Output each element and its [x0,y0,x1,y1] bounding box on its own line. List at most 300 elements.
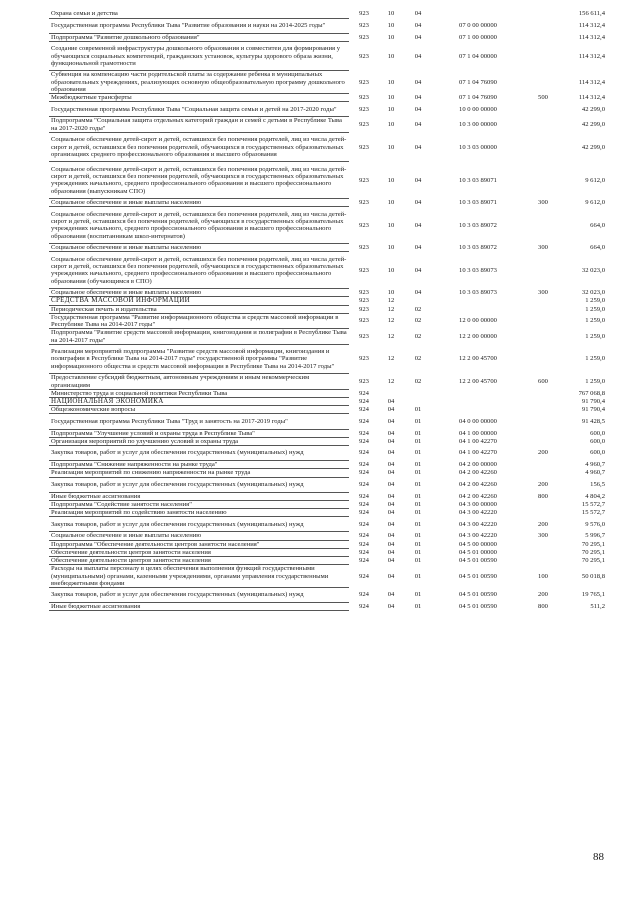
row-amount: 42 299,0 [581,121,605,129]
row-expense-type-code [523,33,563,41]
row-section-code: 04 [387,532,395,540]
row-subsection-code: 01 [414,437,422,445]
row-section-code: 04 [387,449,395,457]
row-amount: 70 295,1 [581,557,605,565]
row-target-article-code: 04 5 00 00000 [459,540,497,548]
row-target-article-code: 10 3 03 89073 [459,289,497,297]
row-grbs-code: 924 [359,397,369,405]
row-name: Обеспечение деятельности центров занятости населения [49,557,349,565]
table-row [49,540,607,548]
row-name: Социальное обеспечение детей-сирот и детей, оставшихся без попечения родителей, лиц из числа детей-сирот и детей, оставшихся без попечения родителей, обучающихся в государственных образовательных учреждениях начального, среднего профессионального образования и высшего профессионального образования (выпускникам СПО) [49,162,349,199]
row-target-article-code: 07 1 04 00000 [459,52,497,60]
row-amount: 70 295,1 [581,548,605,556]
row-amount: 664,0 [590,221,605,229]
row-grbs-code: 923 [359,105,369,113]
row-grbs-code: 924 [359,480,369,488]
row-subsection-code [403,397,433,405]
row-target-article-code: 04 5 01 00590 [459,603,497,611]
row-expense-type-code [523,397,563,405]
row-amount: 1 259,0 [585,355,605,363]
row-amount: 1 259,0 [585,305,605,313]
row-grbs-code: 924 [359,572,369,580]
row-grbs-code: 923 [359,266,369,274]
table-row [49,102,607,117]
row-expense-type-code: 300 [538,244,548,252]
row-section-code: 04 [387,591,395,599]
row-section-code: 10 [387,143,395,151]
row-amount: 4 804,2 [585,492,605,500]
row-amount: 600,0 [590,429,605,437]
row-amount: 91 790,4 [581,406,605,414]
row-name: Реализация мероприятий подпрограммы "Развитие средств массовой информации, книгоиздания и полиграфии в Республике Тыва на 2014-2017 годы" государственной программы "Развитие информационного общества и средств массовой информации в Республике Тыва на 2014-2017 годы" [49,344,349,374]
row-amount: 1 259,0 [585,297,605,305]
row-subsection-code: 02 [414,332,422,340]
row-amount: 664,0 [590,244,605,252]
row-grbs-code: 923 [359,317,369,325]
row-expense-type-code [523,540,563,548]
row-target-article-code [433,397,523,405]
row-expense-type-code: 800 [538,603,548,611]
row-expense-type-code: 200 [538,520,548,528]
row-amount: 156 611,4 [578,10,605,18]
row-grbs-code: 924 [359,603,369,611]
row-expense-type-code [523,297,563,305]
row-name: Государственная программа "Развитие информационного общества и средств массовой информации в Республике Тыва на 2014-2017 годы" [49,313,349,328]
table-row [49,548,607,556]
row-target-article-code [433,406,523,414]
table-row [49,397,607,405]
row-expense-type-code [523,132,563,162]
table-row [49,500,607,508]
row-target-article-code: 04 2 00 00000 [459,461,497,469]
table-row [49,565,607,588]
row-subsection-code: 02 [414,355,422,363]
row-name: Социальное обеспечение детей-сирот и детей, оставшихся без попечения родителей, лиц из числа детей-сирот и детей, оставшихся без попечения родителей, обучающихся в государственных образовательных учреждениях начального, среднего профессионального образования и высшего профессионального образования (обучающимся в СПО) [49,252,349,289]
row-subsection-code: 02 [414,377,422,385]
row-section-code: 10 [387,52,395,60]
table-row [49,313,607,328]
row-target-article-code: 04 3 00 42220 [459,532,497,540]
row-amount: 511,2 [590,603,605,611]
row-expense-type-code [523,429,563,437]
row-subsection-code: 02 [414,317,422,325]
row-subsection-code: 01 [414,500,422,508]
row-name: Общеэкономические вопросы [49,406,349,414]
row-target-article-code [433,297,523,305]
row-section-code: 04 [387,540,395,548]
row-amount: 9 612,0 [585,199,605,207]
row-subsection-code: 04 [414,33,422,41]
row-target-article-code: 04 0 00 00000 [459,417,497,425]
row-name: Обеспечение деятельности центров занятости населения [49,548,349,556]
row-expense-type-code: 800 [538,492,548,500]
row-grbs-code: 924 [359,437,369,445]
table-row [49,71,607,94]
table-row [49,117,607,132]
row-amount: 19 765,1 [581,591,605,599]
row-subsection-code: 04 [414,94,422,102]
row-amount: 600,0 [590,449,605,457]
row-expense-type-code: 300 [538,199,548,207]
row-target-article-code: 04 5 01 00590 [459,572,497,580]
row-expense-type-code [523,207,563,244]
row-expense-type-code [523,557,563,565]
row-amount: 42 299,0 [581,143,605,151]
table-row [49,406,607,414]
table-row [49,252,607,289]
table-row [49,477,607,492]
row-expense-type-code: 200 [538,591,548,599]
row-grbs-code: 923 [359,21,369,29]
row-expense-type-code [523,252,563,289]
row-grbs-code: 923 [359,94,369,102]
row-subsection-code: 04 [414,105,422,113]
row-subsection-code: 01 [414,591,422,599]
row-name: Подпрограмма "Социальная защита отдельных категорий граждан и семей с детьми в Республике Тыва на 2017-2020 годы" [49,117,349,132]
table-row [49,374,607,389]
row-section-code: 10 [387,94,395,102]
row-subsection-code: 01 [414,540,422,548]
row-subsection-code: 01 [414,406,422,414]
row-amount: 15 572,7 [581,509,605,517]
row-grbs-code: 923 [359,377,369,385]
row-name: Государственная программа Республики Тыва "Социальная защита семьи и детей на 2017-2020 годы" [49,102,349,117]
row-grbs-code: 923 [359,221,369,229]
row-name: Подпрограмма "Содействие занятости населения" [49,500,349,508]
row-name: Расходы на выплаты персоналу в целях обеспечения выполнения функций государственными (муниципальными) органами, казенными учреждениями, органами управления государственными внебюджетными фондами [49,565,349,588]
row-subsection-code: 01 [414,509,422,517]
row-section-code: 04 [387,429,395,437]
row-expense-type-code [523,71,563,94]
row-amount: 15 572,7 [581,500,605,508]
row-subsection-code: 04 [414,244,422,252]
row-target-article-code: 04 5 01 00590 [459,591,497,599]
table-row [49,297,607,305]
row-amount: 114 312,4 [578,94,605,102]
row-subsection-code: 01 [414,417,422,425]
page-number: 88 [593,851,604,863]
row-grbs-code: 924 [359,532,369,540]
table-row [49,305,607,313]
table-row [49,603,607,611]
row-name: Социальное обеспечение и иные выплаты населению [49,244,349,252]
row-amount: 1 259,0 [585,377,605,385]
row-name: Социальное обеспечение и иные выплаты населению [49,532,349,540]
row-amount: 1 259,0 [585,332,605,340]
row-expense-type-code: 200 [538,480,548,488]
row-expense-type-code [523,437,563,445]
row-target-article-code: 12 2 00 00000 [459,332,497,340]
row-name: Закупка товаров, работ и услуг для обеспечения государственных (муниципальных) нужд [49,587,349,602]
row-grbs-code: 924 [359,520,369,528]
row-amount: 114 312,4 [578,52,605,60]
row-name: Субвенция на компенсацию части родительской платы за содержание ребенка в муниципальных образовательных учреждениях, реализующих основную общеобразовательную программу дошкольного образования [49,71,349,94]
row-target-article-code: 04 5 01 00000 [459,548,497,556]
row-section-code: 10 [387,244,395,252]
table-row [49,461,607,469]
table-row [49,132,607,162]
row-name: Социальное обеспечение детей-сирот и детей, оставшихся без попечения родителей, лиц из числа детей-сирот и детей, оставшихся без попечения родителей, обучающихся в государственных образовательных организациях среднего профессионального образования и высшего образования [49,132,349,162]
row-name: Закупка товаров, работ и услуг для обеспечения государственных (муниципальных) нужд [49,517,349,532]
row-expense-type-code [523,102,563,117]
row-amount: 114 312,4 [578,21,605,29]
table-row [49,469,607,477]
row-section-code: 10 [387,121,395,129]
row-target-article-code: 10 3 03 89071 [459,199,497,207]
row-grbs-code: 923 [359,52,369,60]
row-grbs-code: 923 [359,289,369,297]
row-grbs-code: 923 [359,355,369,363]
row-subsection-code: 01 [414,532,422,540]
row-target-article-code: 10 3 03 00000 [459,143,497,151]
table-row [49,532,607,540]
row-target-article-code: 04 3 00 42220 [459,509,497,517]
row-subsection-code: 04 [414,78,422,86]
row-amount: 9 576,0 [585,520,605,528]
row-grbs-code: 923 [359,10,369,18]
row-section-code: 04 [387,520,395,528]
row-grbs-code: 924 [359,500,369,508]
table-row [49,10,607,18]
row-section-code: 04 [387,572,395,580]
row-subsection-code: 01 [414,461,422,469]
row-subsection-code: 04 [414,21,422,29]
row-amount: 114 312,4 [578,33,605,41]
row-name: Социальное обеспечение детей-сирот и детей, оставшихся без попечения родителей, лиц из числа детей-сирот и детей, оставшихся без попечения родителей, обучающихся в государственных образовательных учреждениях начального, среднего профессионального образования и высшего профессионального образования (воспитанникам школ-интернатов) [49,207,349,244]
row-amount: 32 023,0 [581,266,605,274]
row-section-code: 12 [387,297,395,305]
row-subsection-code: 04 [414,121,422,129]
row-section-code: 04 [387,461,395,469]
row-target-article-code: 07 1 04 76090 [459,94,497,102]
table-row [49,207,607,244]
row-grbs-code: 924 [359,389,369,397]
row-amount: 9 612,0 [585,176,605,184]
row-grbs-code: 923 [359,121,369,129]
row-expense-type-code [523,500,563,508]
budget-table [49,10,607,611]
row-section-code: 04 [387,480,395,488]
row-target-article-code: 10 3 03 89073 [459,266,497,274]
row-subsection-code [403,389,433,397]
row-section-code: 10 [387,176,395,184]
row-section-code: 10 [387,105,395,113]
budget-table-body [49,10,607,611]
row-section-code: 04 [387,417,395,425]
row-section-code: 10 [387,266,395,274]
row-subsection-code: 04 [414,176,422,184]
row-grbs-code: 923 [359,176,369,184]
row-name: Закупка товаров, работ и услуг для обеспечения государственных (муниципальных) нужд [49,477,349,492]
row-expense-type-code: 100 [538,572,548,580]
row-target-article-code: 07 0 00 00000 [459,21,497,29]
row-target-article-code: 10 3 03 89071 [459,176,497,184]
row-amount: 42 299,0 [581,105,605,113]
row-amount: 767 068,8 [578,389,605,397]
row-name: Подпрограмма "Снижение напряженности на рынке труда" [49,461,349,469]
row-expense-type-code: 200 [538,449,548,457]
row-subsection-code: 01 [414,572,422,580]
row-subsection-code: 04 [414,266,422,274]
row-expense-type-code: 300 [538,289,548,297]
row-section-code [379,389,403,397]
row-grbs-code: 923 [359,33,369,41]
row-subsection-code: 01 [414,449,422,457]
row-grbs-code: 923 [359,332,369,340]
row-section-code: 10 [387,221,395,229]
table-row [49,94,607,102]
row-section-code: 04 [387,509,395,517]
row-subsection-code: 01 [414,492,422,500]
row-grbs-code: 924 [359,548,369,556]
row-amount: 70 295,1 [581,540,605,548]
row-section-code: 12 [387,305,395,313]
row-expense-type-code [523,162,563,199]
row-expense-type-code [523,414,563,429]
row-grbs-code: 923 [359,78,369,86]
row-name: Социальное обеспечение и иные выплаты населению [49,199,349,207]
row-target-article-code: 04 1 00 42270 [459,449,497,457]
row-section-code: 10 [387,10,395,18]
row-expense-type-code [523,389,563,397]
row-expense-type-code [523,548,563,556]
row-name: Подпрограмма "Улучшение условий и охраны труда в Республике Тыва" [49,429,349,437]
row-name: Реализация мероприятий по снижению напряженности на рынке труда [49,469,349,477]
table-row [49,492,607,500]
row-grbs-code: 924 [359,461,369,469]
row-name: Подпрограмма "Развитие средств массовой информации, книгоиздания и полиграфии в Республике Тыва на 2014-2017 годы" [49,329,349,344]
row-expense-type-code [523,329,563,344]
row-name: Реализация мероприятий по содействию занятости населению [49,509,349,517]
row-amount: 114 312,4 [578,78,605,86]
row-grbs-code: 924 [359,469,369,477]
table-row [49,162,607,199]
row-subsection-code: 01 [414,548,422,556]
row-target-article-code: 10 3 03 89072 [459,221,497,229]
row-target-article-code [433,305,523,313]
row-expense-type-code [523,18,563,33]
row-amount: 1 259,0 [585,317,605,325]
row-expense-type-code [523,10,563,18]
row-amount: 600,0 [590,437,605,445]
row-grbs-code: 924 [359,591,369,599]
row-subsection-code: 01 [414,429,422,437]
row-subsection-code: 01 [414,603,422,611]
row-expense-type-code [523,117,563,132]
row-grbs-code: 923 [359,199,369,207]
table-row [49,33,607,41]
row-grbs-code: 924 [359,540,369,548]
row-grbs-code: 924 [359,417,369,425]
row-target-article-code: 04 3 00 00000 [459,500,497,508]
row-target-article-code: 12 2 00 45700 [459,377,497,385]
row-subsection-code: 04 [414,289,422,297]
row-section-code: 04 [387,557,395,565]
row-name: Охрана семьи и детства [49,10,349,18]
row-target-article-code: 04 2 00 42260 [459,469,497,477]
row-section-code: 04 [387,397,395,405]
row-subsection-code: 01 [414,557,422,565]
row-name: Подпрограмма "Обеспечение деятельности центров занятости населения" [49,540,349,548]
row-section-code: 04 [387,548,395,556]
row-name: Государственная программа Республики Тыва "Труд и занятость на 2017-2019 годы" [49,414,349,429]
row-section-code: 04 [387,437,395,445]
table-row [49,244,607,252]
row-target-article-code: 07 1 04 76090 [459,78,497,86]
table-row [49,437,607,445]
row-target-article-code: 10 3 00 00000 [459,121,497,129]
row-amount: 91 428,5 [581,417,605,425]
row-subsection-code [403,297,433,305]
row-amount: 50 018,8 [581,572,605,580]
row-subsection-code: 01 [414,480,422,488]
row-name: Предоставление субсидий бюджетным, автономным учреждениям и иным некоммерческим организациям [49,374,349,389]
row-name: Социальное обеспечение и иные выплаты населению [49,289,349,297]
row-target-article-code: 04 1 00 42270 [459,437,497,445]
row-grbs-code: 924 [359,509,369,517]
row-expense-type-code [523,461,563,469]
row-name: Иные бюджетные ассигнования [49,492,349,500]
row-expense-type-code: 600 [538,377,548,385]
table-row [49,18,607,33]
table-row [49,199,607,207]
row-amount: 4 960,7 [585,461,605,469]
row-grbs-code: 924 [359,557,369,565]
row-amount: 156,5 [590,480,605,488]
row-target-article-code: 10 3 03 89072 [459,244,497,252]
row-name: Подпрограмма "Развитие дошкольного образования" [49,33,349,41]
row-section-code: 12 [387,317,395,325]
row-subsection-code: 01 [414,469,422,477]
row-subsection-code: 04 [414,52,422,60]
row-name: Периодическая печать и издательства [49,305,349,313]
row-amount: 91 790,4 [581,397,605,405]
row-section-code: 10 [387,33,395,41]
row-section-code: 10 [387,289,395,297]
row-target-article-code: 07 1 00 00000 [459,33,497,41]
row-expense-type-code: 300 [538,532,548,540]
row-grbs-code: 924 [359,406,369,414]
table-row [49,517,607,532]
row-section-code: 04 [387,406,395,414]
row-name: Закупка товаров, работ и услуг для обеспечения государственных (муниципальных) нужд [49,445,349,460]
row-subsection-code: 04 [414,221,422,229]
row-section-code: 10 [387,21,395,29]
row-target-article-code: 12 2 00 45700 [459,355,497,363]
row-target-article-code: 04 2 00 42260 [459,480,497,488]
table-row [49,429,607,437]
row-section-code: 04 [387,492,395,500]
row-expense-type-code [523,509,563,517]
row-section-code: 04 [387,469,395,477]
row-target-article-code: 10 0 00 00000 [459,105,497,113]
row-section-code: 10 [387,78,395,86]
table-row [49,344,607,374]
row-expense-type-code [523,305,563,313]
row-target-article-code [433,10,523,18]
row-section-code: 12 [387,355,395,363]
row-target-article-code: 04 3 00 42220 [459,520,497,528]
row-name: СРЕДСТВА МАССОВОЙ ИНФОРМАЦИИ [49,297,349,305]
row-grbs-code: 923 [359,143,369,151]
row-target-article-code: 04 2 00 42260 [459,492,497,500]
row-name: Государственная программа Республики Тыва "Развитие образования и науки на 2014-2025 годы" [49,18,349,33]
table-row [49,329,607,344]
row-subsection-code: 01 [414,520,422,528]
table-row [49,509,607,517]
row-target-article-code: 12 0 00 00000 [459,317,497,325]
table-row [49,587,607,602]
